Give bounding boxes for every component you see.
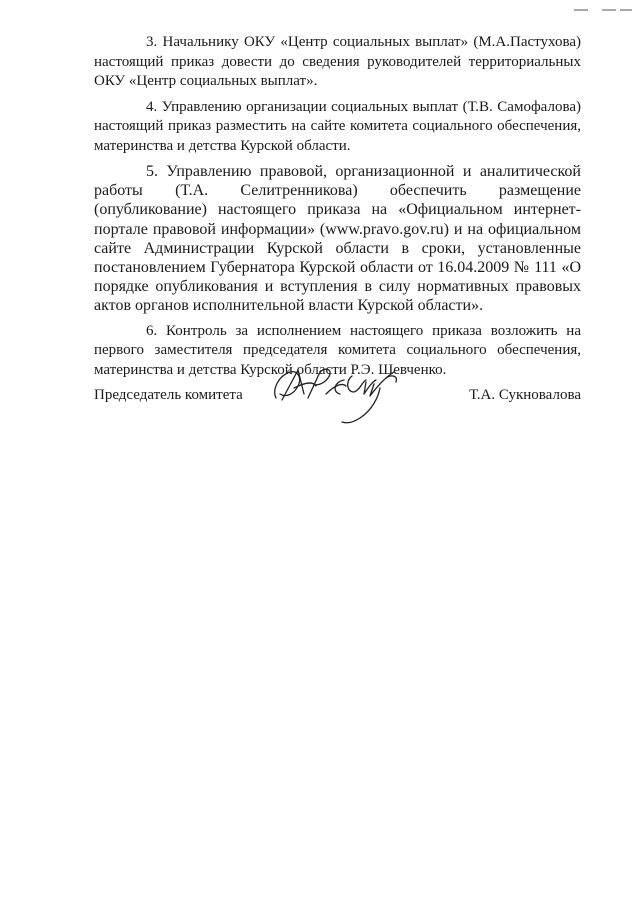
- signatory-name: Т.А. Сукновалова: [469, 387, 581, 403]
- signatory-title: Председатель комитета: [94, 387, 243, 403]
- paragraph-5: 5. Управлению правовой, организационной и аналитической работы (Т.А. Селитренникова) обеспечить размещение (опубликование) настоящего приказа на «Официальном интернет-портале правовой информации» (www.pravo.gov.ru) и на официальном сайте Администрации Курской области в сроки, установленные постановлением Губернатора Курской области от 16.04.2009 № 111 «О порядке опубликования и вступления в силу нормативных правовых актов органов исполнительной власти Курской области».: [94, 163, 581, 315]
- document-body: [94, 33, 581, 380]
- handwritten-signature: [268, 364, 408, 426]
- paragraph-3: 3. Начальнику ОКУ «Центр социальных выплат» (М.А.Пастухова) настоящий приказ довести до сведения руководителей территориальных ОКУ «Центр социальных выплат».: [94, 34, 581, 89]
- paragraph-4: 4. Управлению организации социальных выплат (Т.В. Самофалова) настоящий приказ разместить на сайте комитета социального обеспечения, материнства и детства Курской области.: [94, 98, 581, 154]
- paragraph-6: 6. Контроль за исполнением настоящего приказа возложить на первого заместителя председателя комитета социального обеспечения, материнства и детства Курской области Р.Э. Шевченко.: [94, 322, 581, 378]
- scan-edge-marks: [554, 0, 634, 4]
